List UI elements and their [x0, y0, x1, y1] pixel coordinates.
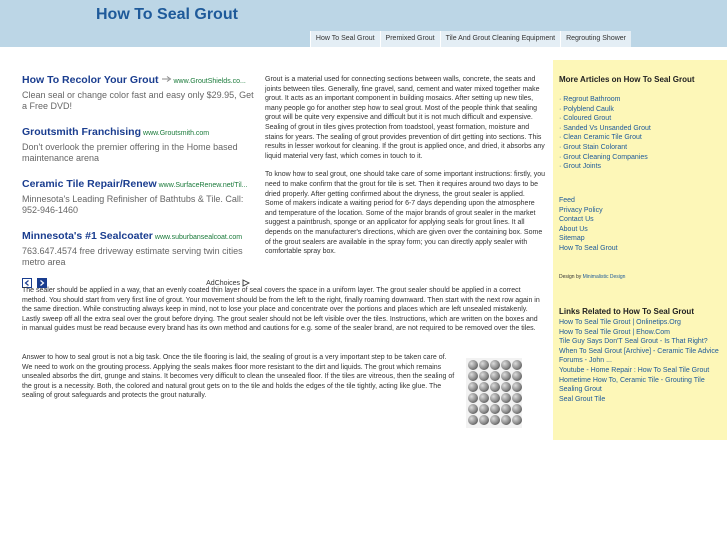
- about-us-link[interactable]: About Us: [559, 225, 588, 233]
- related-link[interactable]: Hometime How To, Ceramic Tile - Grouting Tile: [559, 376, 705, 384]
- ad-title[interactable]: How To Recolor Your Grout: [22, 74, 159, 86]
- ad-title[interactable]: Minnesota's #1 Sealcoater: [22, 230, 153, 242]
- article-paragraph: Answer to how to seal grout is not a big task. Once the tile flooring is laid, the sealing of grout is a very important step to be taken care of. We need to work on the grouting process. Applying the seals makes floor more resistant to the dirt and liquids. The grout which remains unsealed absorbs the dirt, grunge and stains. It becomes very difficult to clean the unsealed floor. If the tiles are vitreous, then the sealing of the grout is a necessity. Both, the colored and natural grout gets on to the tile and holds the edges of the tile tightly, acting like glue. The sealing of grout safeguards and protects the grout naturally.: [22, 354, 455, 400]
- ad-item: [22, 122, 255, 164]
- related-link[interactable]: Youtube - Home Repair : How To Seal Tile Grout: [559, 366, 710, 374]
- more-article-link[interactable]: · Grout Joints: [559, 163, 602, 171]
- related-link[interactable]: Tile Guy Says Don'T Seal Grout - Is That Right?: [559, 338, 708, 346]
- ad-title[interactable]: Ceramic Tile Repair/Renew: [22, 178, 157, 190]
- home-link[interactable]: How To Seal Grout: [559, 244, 618, 252]
- privacy-policy-link[interactable]: Privacy Policy: [559, 206, 603, 214]
- top-nav: [310, 31, 631, 47]
- more-article-link[interactable]: · Regrout Bathroom: [559, 96, 621, 103]
- nav-regrouting-shower[interactable]: Regrouting Shower: [560, 31, 631, 47]
- more-article-link[interactable]: · Grout Stain Colorant: [559, 143, 628, 151]
- adchoices-label: AdChoices: [206, 279, 240, 287]
- related-link[interactable]: Seal Grout Tile: [559, 395, 606, 403]
- related-link[interactable]: How To Seal Tile Grout | Onlinetips.Org: [559, 319, 681, 326]
- ad-text: Don't overlook the premier offering in the Home based maintenance arena: [22, 142, 238, 163]
- article-paragraph: The sealer should be applied in a way, that an evenly coated thin layer of seal covers the space in a uniform layer. The grout sealer should be applied in a correct method. You should start from very first line of grout. Your movement should be from the left to the right, finally roaming downward. Then start with the next row again in the same direction. While constructing always keep in mind, not to lose your place and concentrate over the portions and places which are left unsealed mistakenly. Lastly sweep off all the extra seal over the grout before drying. The grout sealer should not be left visible over the tiles. Instructions, which are written on the boxes and in manual guides must be read because every brand has its own method and cautions for e.g. some of the sealer brand, are not required to be removed over the tiles.: [22, 287, 540, 333]
- design-by-label: Design by: [559, 274, 582, 280]
- utility-links: [559, 196, 618, 254]
- contact-us-link[interactable]: Contact Us: [559, 216, 594, 224]
- more-article-link[interactable]: · Grout Cleaning Companies: [559, 153, 648, 161]
- related-link[interactable]: Sealing Grout: [559, 386, 602, 394]
- ad-url[interactable]: www.SurfaceRenew.net/Til...: [158, 182, 248, 189]
- more-articles-heading: More Articles on How To Seal Grout: [559, 75, 695, 84]
- grout-tiles-image: [466, 358, 522, 428]
- more-article-link[interactable]: · Polyblend Caulk: [559, 105, 614, 113]
- pointer-arrow-icon: [162, 76, 172, 82]
- header-bar: [0, 0, 727, 47]
- more-articles-list: [559, 95, 651, 172]
- ad-text: Clean seal or change color fast and easy only $29.95, Get a Free DVD!: [22, 90, 254, 111]
- article-paragraph: Grout is a material used for connecting sections between walls, concrete, the seats and joints between tiles. Generally, fine gravel, sand, cement and water mixed together make grout. It acts as an important component in building mosaics. After setting up new tiles, many people go for another step how to seal grout. Most of the people think that sealing grout will be quite very expensive and difficult but it is not much difficult and expensive. Sealing of grout in tiles gives protection from toadstool, yeast formation, moisture and stains for years. The sealing of grout provides prevention of dirt getting into sections. This results in lesser workout for cleaning. If the grout is applied once, and dried, it absorbs any liquid material very fast, which comes in touch to it.: [265, 76, 545, 160]
- ad-item: [22, 70, 255, 112]
- design-credit: [559, 274, 625, 280]
- related-links-list: [559, 318, 719, 404]
- related-link[interactable]: How To Seal Tile Grout | Ehow.Com: [559, 328, 671, 336]
- article-column: [265, 75, 545, 257]
- ad-url[interactable]: www.GroutShields.co...: [173, 78, 246, 85]
- ad-text: Minnesota's Leading Refinisher of Bathtubs & Tile. Call: 952-946-1460: [22, 194, 244, 215]
- ad-url[interactable]: www.suburbansealcoat.com: [154, 234, 243, 241]
- ad-item: [22, 226, 255, 268]
- ad-title[interactable]: Groutsmith Franchising: [22, 126, 142, 138]
- article-paragraph: To know how to seal grout, one should take care of some important instructions: firstly, you need to make confirm that the grout for tile is set. Then it requires around two days to be dried properly. After getting confirmed about the dryness, the grout sealer is applied. Some of makers indicate a waiting period for 6-7 days depending upon the atmosphere and temperature of the location. Some of the major brands of grout sealer in the market suggest a paintbrush, sponge or an applicator for applying seals for grout lines. It all depends on the manufacturer's directions, which are given over the containing box. Some of the grout sealers are available in the spray form; you can directly apply sealer with comfortable spray box.: [265, 171, 546, 256]
- more-article-link[interactable]: · Coloured Grout: [559, 115, 612, 123]
- more-article-link[interactable]: · Clean Ceramic Tile Grout: [559, 134, 642, 142]
- feed-link[interactable]: Feed: [559, 197, 575, 204]
- sidebar: [553, 60, 727, 440]
- related-links-heading: Links Related to How To Seal Grout: [559, 307, 694, 316]
- design-by-link[interactable]: Minimalistic Design: [582, 274, 626, 280]
- site-title[interactable]: How To Seal Grout: [96, 6, 238, 23]
- ad-url[interactable]: www.Groutsmith.com: [143, 130, 210, 137]
- nav-tile-grout-cleaning-equipment[interactable]: Tile And Grout Cleaning Equipment: [440, 31, 560, 47]
- sitemap-link[interactable]: Sitemap: [559, 235, 585, 243]
- ad-text: 763.647.4574 free driveway estimate serving twin cities metro area: [22, 246, 243, 267]
- ad-item: [22, 174, 255, 216]
- nav-premixed-grout[interactable]: Premixed Grout: [380, 31, 440, 47]
- ad-block: [22, 70, 255, 290]
- related-link[interactable]: When To Seal Grout [Archive] - Ceramic Tile Advice Forums - John ...: [559, 347, 719, 365]
- nav-how-to-seal-grout[interactable]: How To Seal Grout: [310, 31, 380, 47]
- more-article-link[interactable]: · Sanded Vs Unsanded Grout: [559, 124, 651, 132]
